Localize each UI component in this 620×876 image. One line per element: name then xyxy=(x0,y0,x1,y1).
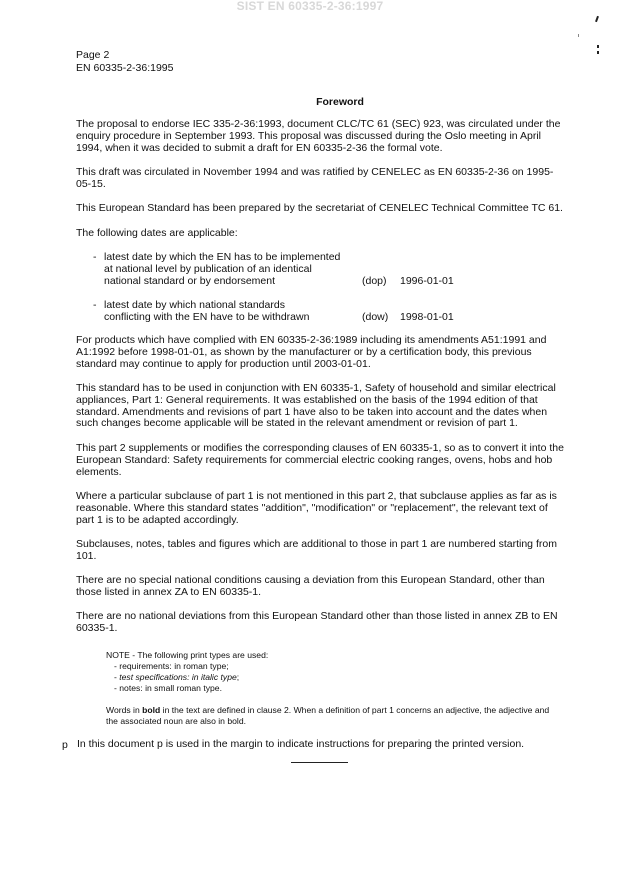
note-text: in the text are defined in clause 2. When a definition of part 1 concerns an adjective, the adjective and the associated noun are also in bold. xyxy=(106,705,550,727)
list-item-text: national standard or by endorsement xyxy=(104,275,276,287)
note-dash: - xyxy=(114,661,117,671)
paragraph: Subclauses, notes, tables and figures which are additional to those in part 1 are numbered starting from 101. xyxy=(76,538,557,562)
paragraph: There are no special national conditions causing a deviation from this European Standard, other than those listed in annex ZA to EN 60335-1. xyxy=(76,574,545,598)
note-item xyxy=(114,661,229,672)
scan-mark xyxy=(597,45,599,48)
page-number: Page 2 xyxy=(76,49,110,61)
note-item-text: requirements: in roman type; xyxy=(119,661,229,671)
paragraph: There are no national deviations from this European Standard other than those listed in annex ZB to EN 60335-1. xyxy=(76,610,558,634)
paragraph: This draft was circulated in November 1994 and was ratified by CENELEC as EN 60335-2-36 on 1995-05-15. xyxy=(76,166,554,190)
bold-definition-note xyxy=(106,705,556,727)
bold-word: bold xyxy=(142,705,161,715)
note-text: Words in xyxy=(106,705,143,715)
note-dash: - xyxy=(114,672,117,682)
paragraph: This European Standard has been prepared by the secretariat of CENELEC Technical Committee TC 61. xyxy=(76,202,563,214)
date-code: (dop) xyxy=(362,275,387,287)
page-title: Foreword xyxy=(316,96,364,108)
paragraph: Where a particular subclause of part 1 is not mentioned in this part 2, that subclause applies as far as is reasonable. Where this standard states "addition", "modification" or "replacement", the relevant text of part 1 is to be adapted accordingly. xyxy=(76,490,557,526)
list-item-text: latest date by which the EN has to be implemented xyxy=(104,251,341,263)
note-item xyxy=(114,683,222,694)
note-item xyxy=(114,672,239,683)
date-code: (dow) xyxy=(362,311,389,323)
note-dash: - xyxy=(114,683,117,693)
note-item-suffix: ; xyxy=(236,672,240,682)
note-item-text: test specifications: in italic type xyxy=(119,672,237,682)
end-rule xyxy=(291,762,348,763)
scan-mark xyxy=(595,16,599,22)
paragraph: The following dates are applicable: xyxy=(76,227,238,239)
paragraph: For products which have complied with EN 60335-2-36:1989 including its amendments A51:1991 and A1:1992 before 1998-01-01, as shown by the manufacturer or by a certification body, this previous standard may continue to apply for production until 2003-01-01. xyxy=(76,334,547,370)
margin-letter: p xyxy=(62,739,68,751)
list-item-text: conflicting with the EN have to be withdrawn xyxy=(104,311,310,323)
note-item-text: notes: in small roman type. xyxy=(119,683,222,693)
date-value: 1998-01-01 xyxy=(400,311,454,323)
list-dash: - xyxy=(93,299,97,311)
scan-mark xyxy=(597,51,599,54)
scan-mark xyxy=(578,34,579,37)
list-item-text: latest date by which national standards xyxy=(104,299,285,311)
margin-instruction: In this document p is used in the margin to indicate instructions for preparing the printed version. xyxy=(77,738,525,750)
watermark: SIST EN 60335-2-36:1997 xyxy=(236,0,384,13)
date-value: 1996-01-01 xyxy=(400,275,454,287)
list-item-text: at national level by publication of an identical xyxy=(104,263,312,275)
paragraph: The proposal to endorse IEC 335-2-36:1993, document CLC/TC 61 (SEC) 923, was circulated under the enquiry procedure in September 1993. This proposal was discussed during the Oslo meeting in April 1994, when it was decided to submit a draft for EN 60335-2-36 the formal vote. xyxy=(76,118,561,154)
paragraph: This part 2 supplements or modifies the corresponding clauses of EN 60335-1, so as to convert it into the European Standard: Safety requirements for commercial electric cooking ranges, ovens, hobs and hob elements. xyxy=(76,442,564,478)
list-dash: - xyxy=(93,251,97,263)
paragraph: This standard has to be used in conjunction with EN 60335-1, Safety of household and similar electrical appliances, Part 1: General requirements. It was established on the basis of the 1994 edition of that standard. Amendments and revisions of part 1 have also to be taken into account and the dates when such changes become applicable will be stated in the relevant amendment or revision of part 1. xyxy=(76,382,556,430)
note-intro: NOTE - The following print types are used: xyxy=(106,650,269,660)
standard-id: EN 60335-2-36:1995 xyxy=(76,62,174,74)
